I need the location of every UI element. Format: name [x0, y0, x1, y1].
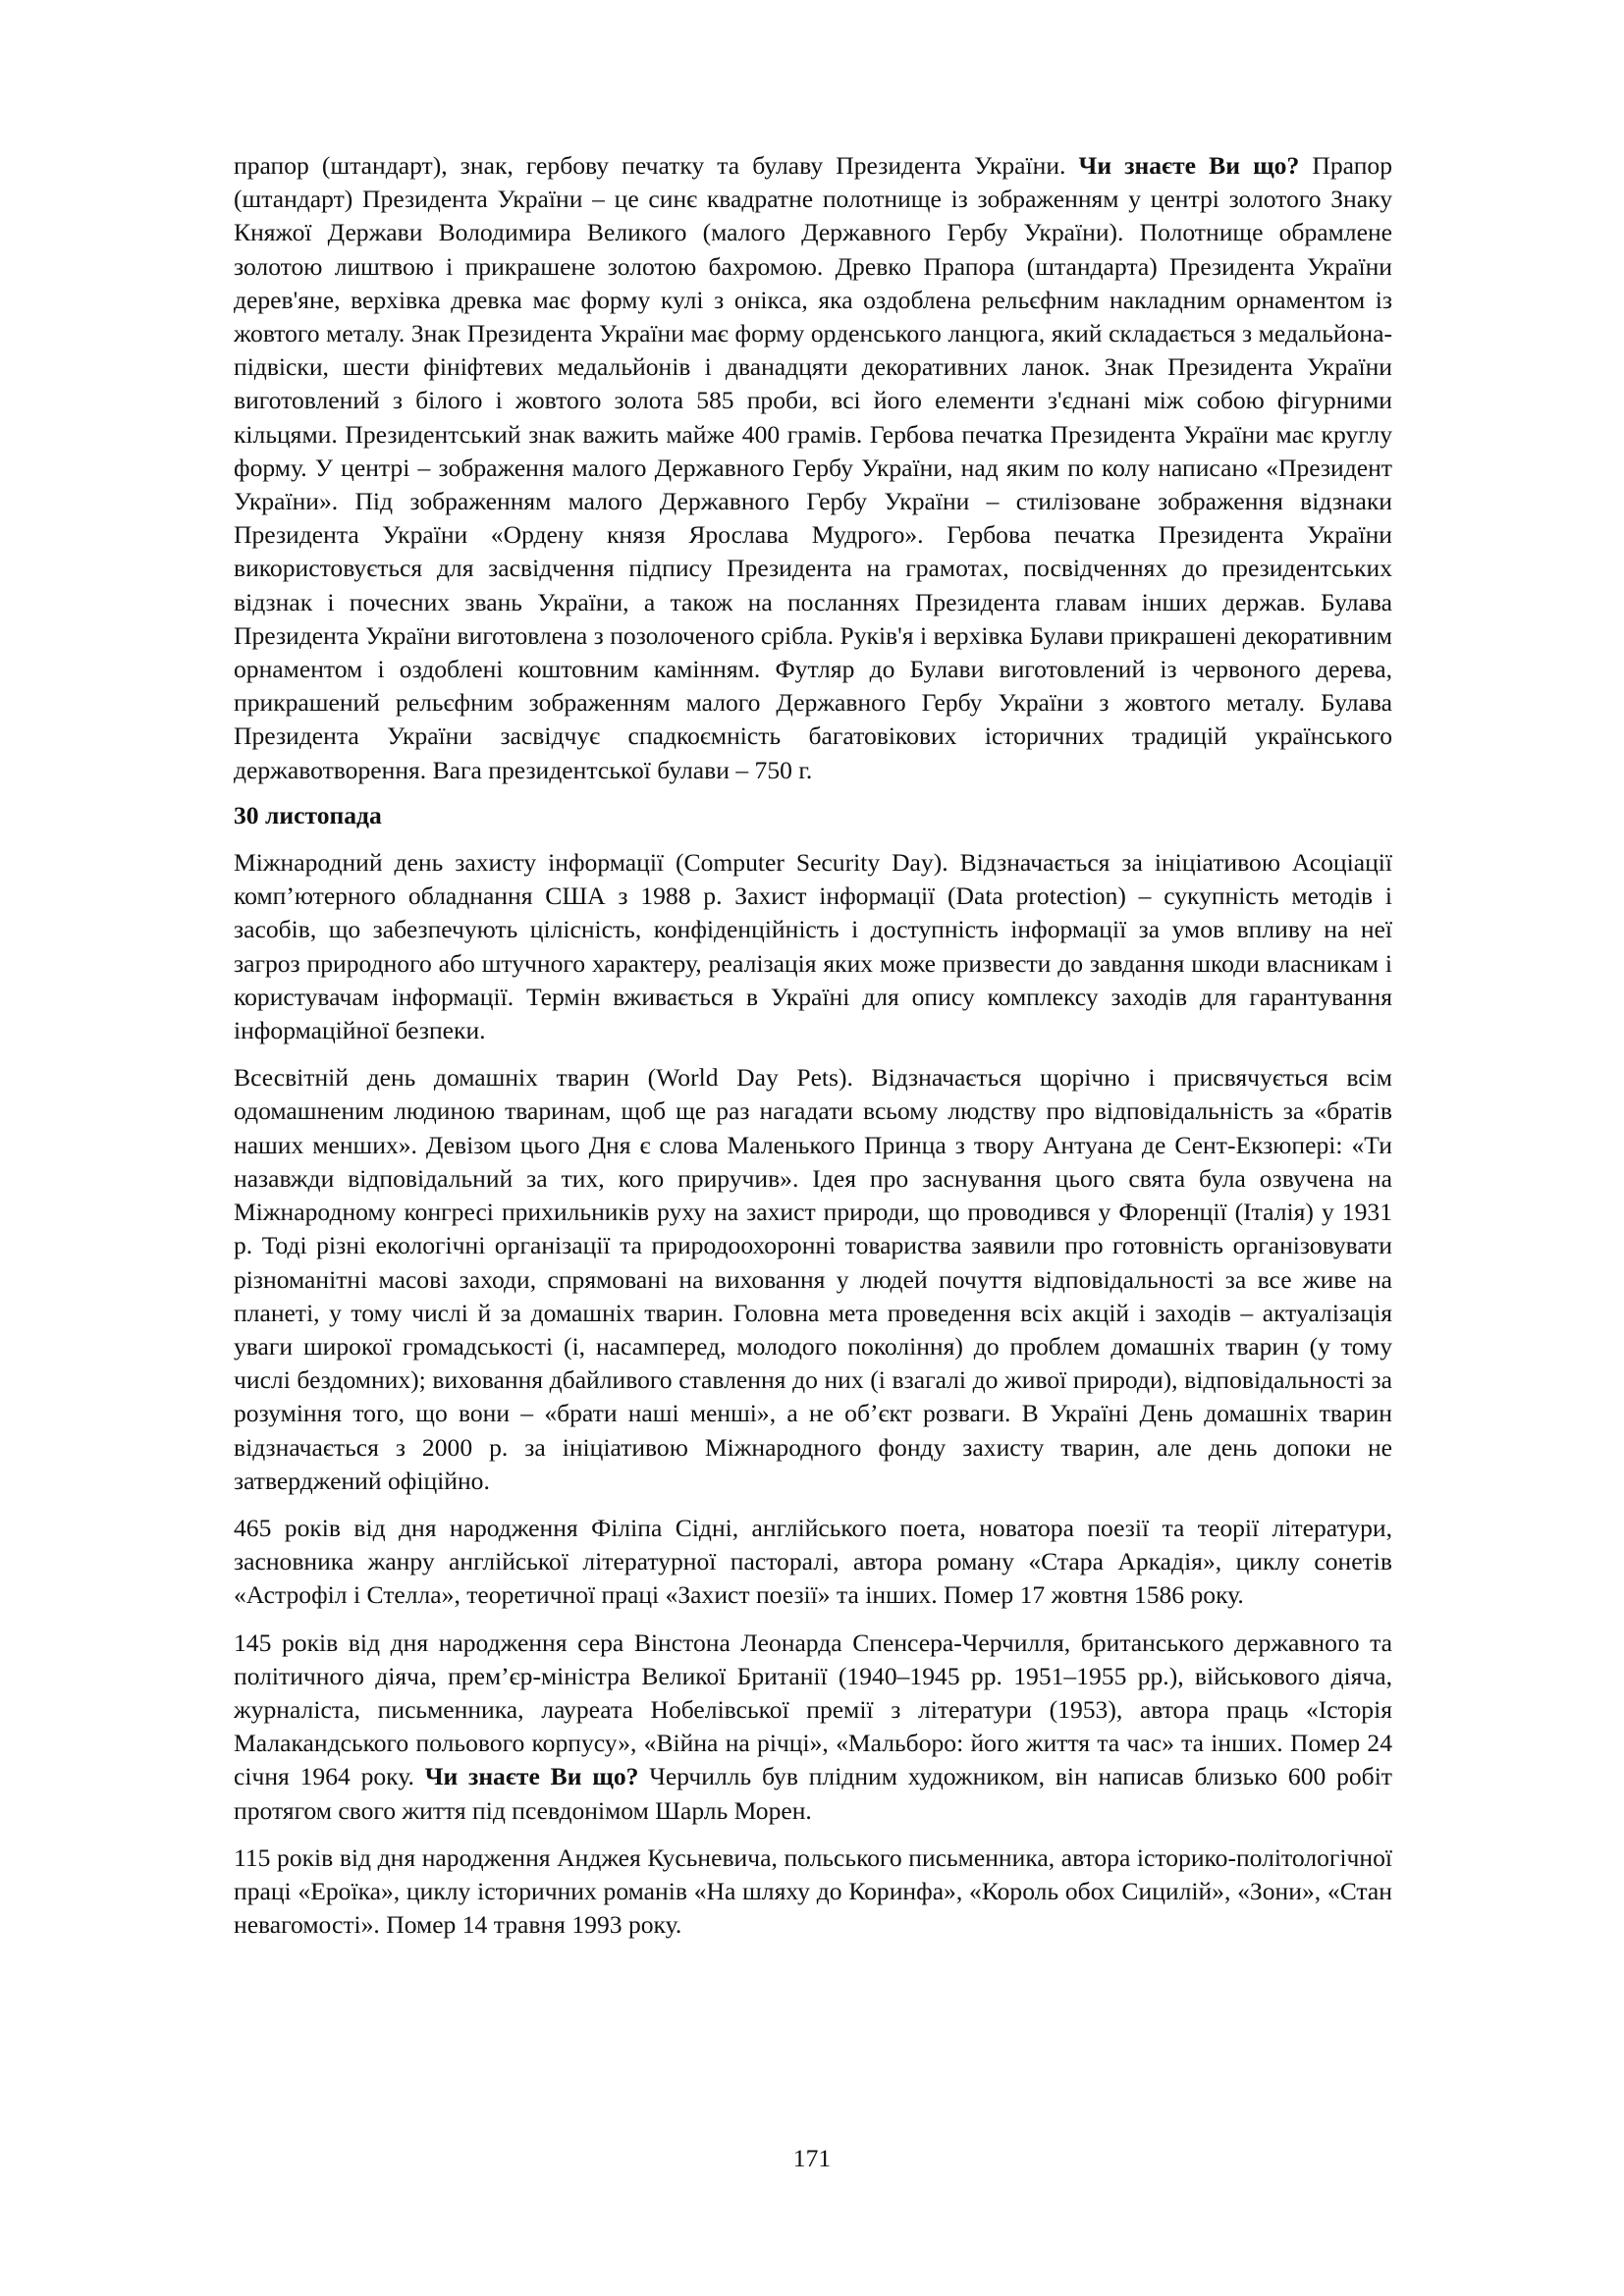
- did-you-know-label: Чи знаєте Ви що?: [1078, 151, 1300, 180]
- paragraph-computer-security-day: Міжнародний день захисту інформації (Computer Security Day). Відзначається за ініціативою Асоціації комп’ютерного обладнання США з 1988 р. Захист інформації (Data protection) – сукупність методів і засобів, що забезпечують цілісність, конфіденційність і доступність інформації за умов впливу на неї загроз природного або штучного характеру, реалізація яких може призвести до завдання шкоди власникам і користувачам інформації. Термін вживається в Україні для опису комплексу заходів для гарантування інформаційної безпеки.: [234, 848, 1392, 1045]
- paragraph-text: 145 років від дня народження сера Вінстона Леонарда Спенсера-Черчилля, британського державного та політичного діяча, прем’єр-міністра Великої Британії (1940–1945 рр. 1951–1955 рр.), військового діяча, журналіста, письменника, лауреата Нобелівської премії з літератури (1953), автора праць «Історія Малакандського польового корпусу», «Війна на річці», «Мальборо: його життя та час» та інших. Помер 24 січня 1964 року.: [234, 1628, 1392, 1791]
- page-number: 171: [792, 2144, 832, 2172]
- paragraph-andrzej-kusniewicz: 115 років від дня народження Анджея Кусьневича, польського письменника, автора історико-політологічної праці «Ероїка», циклу історичних романів «На шляху до Коринфа», «Король обох Сицилій», «Зони», «Стан невагомості». Помер 14 травня 1993 року.: [234, 1842, 1392, 1940]
- paragraph-president-symbols: [234, 149, 1392, 787]
- document-page: [234, 149, 1392, 1955]
- did-you-know-label: Чи знаєте Ви що?: [424, 1762, 639, 1791]
- paragraph-philip-sidney: 465 років від дня народження Філіпа Сідні, англійського поета, новатора поезії та теорії літератури, засновника жанру англійської літературної пасторалі, автора роману «Стара Аркадія», циклу сонетів «Астрофіл і Стелла», теоретичної праці «Захист поезії» та інших. Помер 17 жовтня 1586 року.: [234, 1513, 1392, 1610]
- date-heading: 30 листопада: [234, 800, 382, 829]
- paragraph-world-day-pets: Всесвітній день домашніх тварин (World Day Pets). Відзначається щорічно і присвячується всім одомашненим людиною тваринам, щоб ще раз нагадати всьому людству про відповідальність за «братів наших менших». Девізом цього Дня є слова Маленького Принца з твору Антуана де Сент-Екзюпері: «Ти назавжди відповідальний за тих, кого приручив». Ідея про заснування цього свята була озвучена на Міжнародному конгресі прихильників руху на захист природи, що проводився у Флоренції (Італія) у 1931 р. Тоді різні екологічні організації та природоохоронні товариства заявили про готовність організовувати різноманітні масові заходи, спрямовані на виховання у людей почуття відповідальності за все живе на планеті, у тому числі й за домашніх тварин. Головна мета проведення всіх акцій і заходів – актуалізація уваги широкої громадськості (і, насамперед, молодого покоління) до проблем домашніх тварин (у тому числі бездомних); виховання дбайливого ставлення до них (і взагалі до живої природи), відповідальності за розуміння того, що вони – «брати наші менші», а не об’єкт розваги. В Україні День домашніх тварин відзначається з 2000 р. за ініціативою Міжнародного фонду захисту тварин, але день допоки не затверджений офіційно.: [234, 1063, 1392, 1495]
- paragraph-text: Черчилль був плідним художником, він написав близько 600 робіт протягом свого життя під псевдонімом Шарль Морен.: [234, 1762, 1392, 1825]
- paragraph-text: прапор (штандарт), знак, гербову печатку та булаву Президента України.: [234, 151, 1079, 180]
- paragraph-text: Прапор (штандарт) Президента України – це синє квадратне полотнище із зображенням у центрі золотого Знаку Княжої Держави Володимира Великого (малого Державного Гербу України). Полотнище обрамлене золотою лиштвою і прикрашене золотою бахромою. Древко Прапора (штандарта) Президента України дерев'яне, верхівка древка має форму кулі з онікса, яка оздоблена рельєфним накладним орнаментом із жовтого металу. Знак Президента України має форму орденського ланцюга, який складається з медальйона-підвіски, шести фініфтевих медальйонів і дванадцяти декоративних ланок. Знак Президента України виготовлений з білого і жовтого золота 585 проби, всі його елементи з'єднані між собою фігурними кільцями. Президентський знак важить майже 400 грамів. Гербова печатка Президента України має круглу форму. У центрі – зображення малого Державного Гербу України, над яким по колу написано «Президент України». Під зображенням малого Державного Гербу України – стилізоване зображення відзнаки Президента України «Ордену князя Ярослава Мудрого». Гербова печатка Президента України використовується для засвідчення підпису Президента на грамотах, посвідченнях до президентських відзнак і почесних звань України, а також на посланнях Президента главам інших держав. Булава Президента України виготовлена з позолоченого срібла. Руків'я і верхівка Булави прикрашені декоративним орнаментом і оздоблені коштовним камінням. Футляр до Булави виготовлений із червоного дерева, прикрашений рельєфним зображенням малого Державного Гербу України з жовтого металу. Булава Президента України засвідчує спадкоємність багатовікових історичних традицій українського державотворення. Вага президентської булави – 750 г.: [234, 151, 1392, 784]
- paragraph-winston-churchill: [234, 1627, 1392, 1828]
